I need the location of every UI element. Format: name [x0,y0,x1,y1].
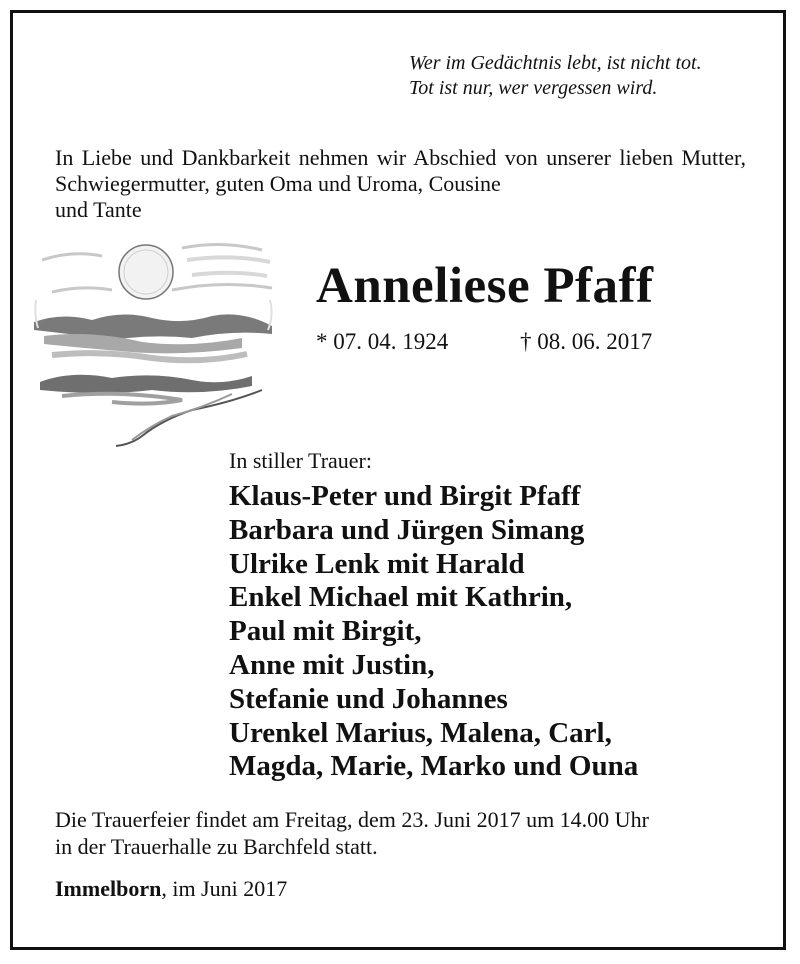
mourner-entry: Magda, Marie, Marko und Ouna [229,750,639,783]
mourners-list [229,480,638,784]
moon-landscape-icon [32,230,278,454]
motto-quote [409,51,702,101]
intro-text-end: und Tante [55,197,142,222]
birth-date: * 07. 04. 1924 [316,329,449,354]
place-date [55,876,287,902]
death-date: † 08. 06. 2017 [520,329,653,354]
mourning-label: In stiller Trauer: [229,448,372,473]
deceased-name: Anneliese Pfaff [316,258,654,314]
mourner-entry: Enkel Michael mit Kathrin, [229,581,573,614]
mourner-entry: Barbara und Jürgen Simang [229,513,585,546]
mourner-entry: Paul mit Birgit, [229,615,422,648]
service-line-2: in der Trauerhalle zu Barchfeld statt. [55,834,378,859]
motto-line-2: Tot ist nur, wer vergessen wird. [409,77,658,99]
service-line-1: Die Trauerfeier findet am Freitag, dem 23. Juni 2017 um 14.00 Uhr [55,807,649,832]
mourner-entry: Ulrike Lenk mit Harald [229,547,525,580]
funeral-service-info [55,806,649,860]
closing-date: , im Juni 2017 [161,876,288,901]
mourner-entry: Stefanie und Johannes [229,682,508,715]
place-name: Immelborn [55,876,162,901]
intro-text: In Liebe und Dankbarkeit nehmen wir Abschied von unserer lieben Mutter, Schwiegermutter, guten Oma und Uroma, Cousine [55,145,746,196]
mourner-entry: Urenkel Marius, Malena, Carl, [229,716,612,749]
mourner-entry: Klaus-Peter und Birgit Pfaff [229,480,581,512]
motto-line-1: Wer im Gedächtnis lebt, ist nicht tot. [409,52,702,74]
mourner-entry: Anne mit Justin, [229,648,435,681]
